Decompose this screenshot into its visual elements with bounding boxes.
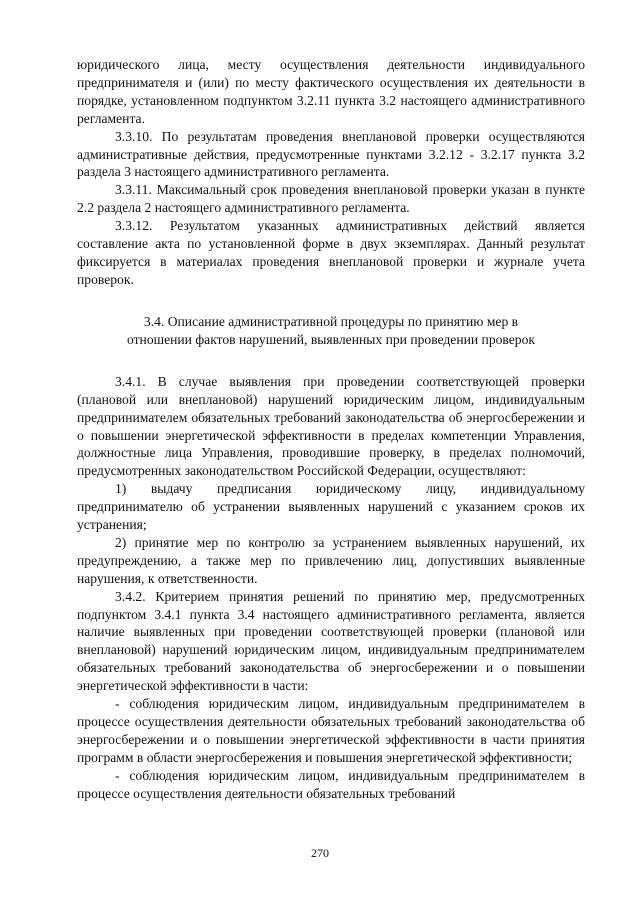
page-number: 270 — [311, 846, 329, 860]
paragraph-continuation: юридического лица, месту осуществления деятельности индивидуального предпринимателя и (или) по месту фактического осуществления их деятельности в порядке, установленном подпунктом 3.2.11 пункта 3.2 настоящего административного регламента. — [77, 57, 585, 126]
section-heading-3-4 — [77, 313, 585, 349]
dash-item-2: - соблюдения юридическим лицом, индивидуальным предпринимателем в процессе осуществления деятельности обязательных требований — [77, 767, 585, 801]
section-heading-line-1: 3.4. Описание административной процедуры по принятию мер в — [143, 313, 519, 329]
dash-item-1: - соблюдения юридическим лицом, индивидуальным предпринимателем в процессе осуществления деятельности обязательных требований законодательства об энергосбережении и о повышении энергетической эффективности в части принятия программ в области энергосбережения и повышения энергетической эффективности; — [77, 696, 585, 765]
paragraph-3-4-2: 3.4.2. Критерием принятия решений по принятию мер, предусмотренных подпунктом 3.4.1 пункта 3.4 настоящего административного регламента, является наличие выявленных при проведении соответствующей проверки (плановой или внеплановой) нарушений юридическим лицом, индивидуальным предпринимателем обязательных требований законодательства об энергосбережении и о повышении энергетической эффективности в части: — [77, 588, 585, 694]
list-item-1: 1) выдачу предписания юридическому лицу, индивидуальному предпринимателю об устранении выявленных нарушений с указанием сроков их устранения; — [77, 481, 585, 533]
paragraph-3-3-10: 3.3.10. По результатам проведения внеплановой проверки осуществляются административные действия, предусмотренные пунктами 3.2.12 - 3.2.17 пункта 3.2 раздела 3 настоящего административного регламента. — [77, 128, 585, 180]
paragraph-3-3-12: 3.3.12. Результатом указанных административных действий является составление акта по установленной форме в двух экземплярах. Данный результат фиксируется в материалах проведения внеплановой проверки и журнале учета проверок. — [77, 218, 585, 287]
paragraph-3-3-11: 3.3.11. Максимальный срок проведения внеплановой проверки указан в пункте 2.2 раздела 2 настоящего административного регламента. — [77, 182, 585, 216]
document-page — [77, 56, 585, 803]
section-heading-line-2: отношении фактов нарушений, выявленных при проведении проверок — [127, 331, 535, 347]
list-item-2: 2) принятие мер по контролю за устранением выявленных нарушений, их предупреждению, а также мер по привлечению лиц, допустивших выявленные нарушения, к ответственности. — [77, 534, 585, 586]
paragraph-3-4-1: 3.4.1. В случае выявления при проведении соответствующей проверки (плановой или внеплановой) нарушений юридическим лицом, индивидуальным предпринимателем обязательных требований законодательства об энергосбережении и о повышении энергетической эффективности в пределах компетенции Управления, должностные лица Управления, проводившие проверку, в пределах полномочий, предусмотренных законодательством Российской Федерации, осуществляют: — [77, 373, 585, 479]
